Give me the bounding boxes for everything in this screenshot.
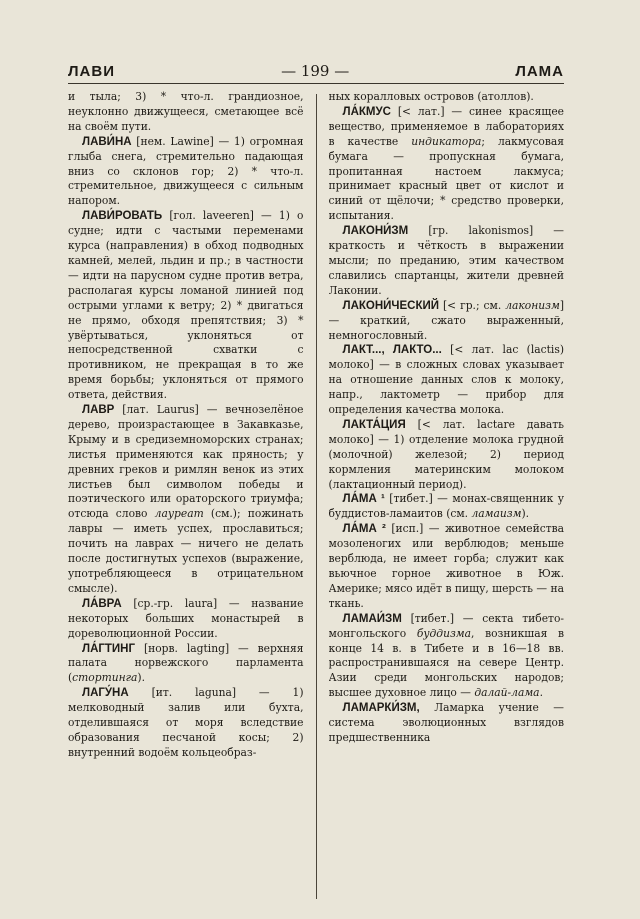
- entry-headword: ЛАКТА́ЦИЯ: [342, 418, 406, 431]
- entry-reference: лаконизм: [505, 298, 560, 312]
- entry-definition: [гр. lakonismos] — краткость и чёткость в выражении мысли; по преданию, этим качеством славились спартанцы, жители древней Лаконии.: [328, 224, 564, 297]
- dictionary-entry: [329, 299, 565, 344]
- dictionary-entry: [329, 343, 565, 418]
- column-divider: [316, 94, 317, 899]
- entry-definition-tail: ; лакмусовая бумага — пропускная бумага, пропитанная настоем лакмуса; принимает красный цвет от кислот и синий от щёлочи; * средство проверки, испытания.: [328, 134, 564, 223]
- right-column: [329, 90, 565, 899]
- dictionary-entry: [68, 209, 304, 403]
- dictionary-entry: [68, 403, 304, 597]
- entry-headword: ЛАКОНИ́ЗМ: [342, 225, 409, 238]
- entry-definition-tail: .: [539, 686, 543, 700]
- entry-definition: [ср.-гр. laura] — название некоторых больших монастырей в дореволюционной России.: [68, 596, 304, 640]
- entry-definition: [< лат.] — синее красящее вещество, применяемое в лабораториях в качестве: [328, 104, 564, 148]
- dictionary-entry: [329, 522, 565, 611]
- entry-definition: [гол. laveeren] — 1) о судне; идти с частыми переменами курса (направления) в обход подводных камней, мелей, льдин и пр.; в частности — идти на парусном судне против ветра, располагая курсы ломаной линией под острыми углами к ветру; 2) * двигаться не прямо, обходя препятствия; 3) * увёртываться, уклоняться от непосредственной схватки с противником, не прекращая в то же время борьбы; уклоняться от прямого ответа, действия.: [68, 209, 304, 402]
- two-column-body: [68, 90, 564, 899]
- dictionary-entry: [329, 492, 565, 522]
- entry-definition: [< гр.; см.: [439, 298, 506, 312]
- entry-headword: ЛА́ГТИНГ: [82, 642, 136, 655]
- dictionary-entry: [329, 105, 565, 224]
- entry-headword: ЛА́ВРА: [82, 597, 122, 610]
- dictionary-entry: [329, 701, 565, 746]
- entry-headword: ЛА́КМУС: [342, 105, 391, 118]
- entry-headword: ЛАМАРКИ́ЗМ,: [342, 702, 420, 715]
- dictionary-entry: [329, 612, 565, 701]
- dictionary-entry: [68, 597, 304, 642]
- running-header: [68, 62, 564, 80]
- entry-definition-tail: , возникшая в конце 14 в. в Тибете и в 16—18 вв. распространившаяся на севере Центр. Азии среди монгольских народов; высшее духовное лицо —: [328, 626, 564, 700]
- entry-definition-tail: (см.); пожинать лавры — иметь успех, прославиться; почить на лаврах — ничего не делать после достигнутых успехов (выражение, употребляющееся в отрицательном смысле).: [68, 507, 304, 595]
- entry-definition: [норв. lagting] — верхняя палата норвежского парламента (: [68, 641, 304, 685]
- entry-headword: ЛА́МА ¹: [342, 493, 385, 506]
- dictionary-entry: [68, 686, 304, 761]
- entry-reference: ламаизм: [471, 507, 522, 521]
- entry-definition-tail: ).: [137, 671, 145, 685]
- header-rule: [68, 83, 564, 84]
- left-column: [68, 90, 304, 899]
- entry-headword: ЛАВИ́НА: [82, 135, 132, 148]
- entry-reference: лауреат: [154, 507, 204, 521]
- dictionary-entry: [68, 135, 304, 210]
- entry-definition: Ламарка учение — система эволюционных взглядов предшественника: [328, 701, 564, 744]
- entry-definition: [< лат. lac (lactis) молоко] — в сложных словах указывает на отношение данных слов к молоку, напр., лактометр — прибор для определения качества молока.: [328, 343, 564, 417]
- entry-definition: [ит. laguna] — 1) мелководный залив или бухта, отделившаяся от моря вследствие образования песчаной косы; 2) внутренний водоём кольцеобраз-: [68, 686, 304, 759]
- dictionary-entry: [329, 90, 565, 105]
- dictionary-entry: [68, 642, 304, 687]
- entry-definition: [тибет.] — монах-священник у буддистов-ламаитов (см.: [328, 492, 564, 521]
- entry-definition-tail: ] — краткий, сжато выраженный, немногословный.: [328, 298, 564, 342]
- header-right-word: ЛАМА: [515, 63, 564, 80]
- entry-headword: ЛАВР: [82, 404, 115, 417]
- entry-definition: [тибет.] — секта тибето-монгольского: [328, 611, 564, 640]
- dictionary-entry: [329, 418, 565, 493]
- entry-reference: индикатора: [411, 134, 482, 148]
- page-number: — 199 —: [281, 62, 350, 80]
- entry-definition: [нем. Lawine] — 1) огромная глыба снега, стремительно падающая вниз со склонов гор; 2) * что-л. стремительное, движущееся с сильным напором.: [68, 134, 304, 208]
- entry-reference: далай-лама: [474, 686, 540, 700]
- entry-definition: [исп.] — животное семейства мозоленогих или верблюдов; меньше верблюда, не имеет горба; служит как вьючное горное животное в Юж. Америке; мясо идёт в пищу, шерсть — на ткань.: [328, 522, 564, 610]
- entry-reference: стортинга: [72, 671, 138, 685]
- entry-definition: [лат. Laurus] — вечнозелёное дерево, произрастающее в Закавказье, Крыму и в средиземноморских странах; листья применяются как пряность; у древних греков и римлян венок из этих листьев был символом победы и поэтического или ораторского триумфа; отсюда слово: [68, 403, 304, 521]
- entry-definition: и тыла; 3) * что-л. грандиозное, неуклонно движущееся, сметающее всё на своём пути.: [68, 90, 304, 133]
- entry-headword: ЛАМАИ́ЗМ: [342, 612, 402, 625]
- entry-headword: ЛАВИ́РОВАТЬ: [82, 210, 163, 223]
- entry-definition: ных коралловых островов (атоллов).: [328, 90, 534, 103]
- entry-headword: ЛАКОНИ́ЧЕСКИЙ: [342, 299, 440, 312]
- entry-reference: буддизма: [416, 626, 472, 640]
- dictionary-entry: [329, 224, 565, 299]
- entry-definition: [< лат. lactare давать молоко] — 1) отделение молока грудной (молочной) железой; 2) период кормления материнским молоком (лактационный период).: [328, 417, 564, 491]
- entry-headword: ЛА́МА ²: [342, 523, 386, 536]
- entry-headword: ЛАКТ..., ЛАКТО...: [342, 344, 442, 357]
- dictionary-entry: [68, 90, 304, 135]
- entry-definition-tail: ).: [521, 507, 530, 521]
- entry-headword: ЛАГУ́НА: [82, 687, 129, 700]
- header-left-word: ЛАВИ: [68, 63, 115, 80]
